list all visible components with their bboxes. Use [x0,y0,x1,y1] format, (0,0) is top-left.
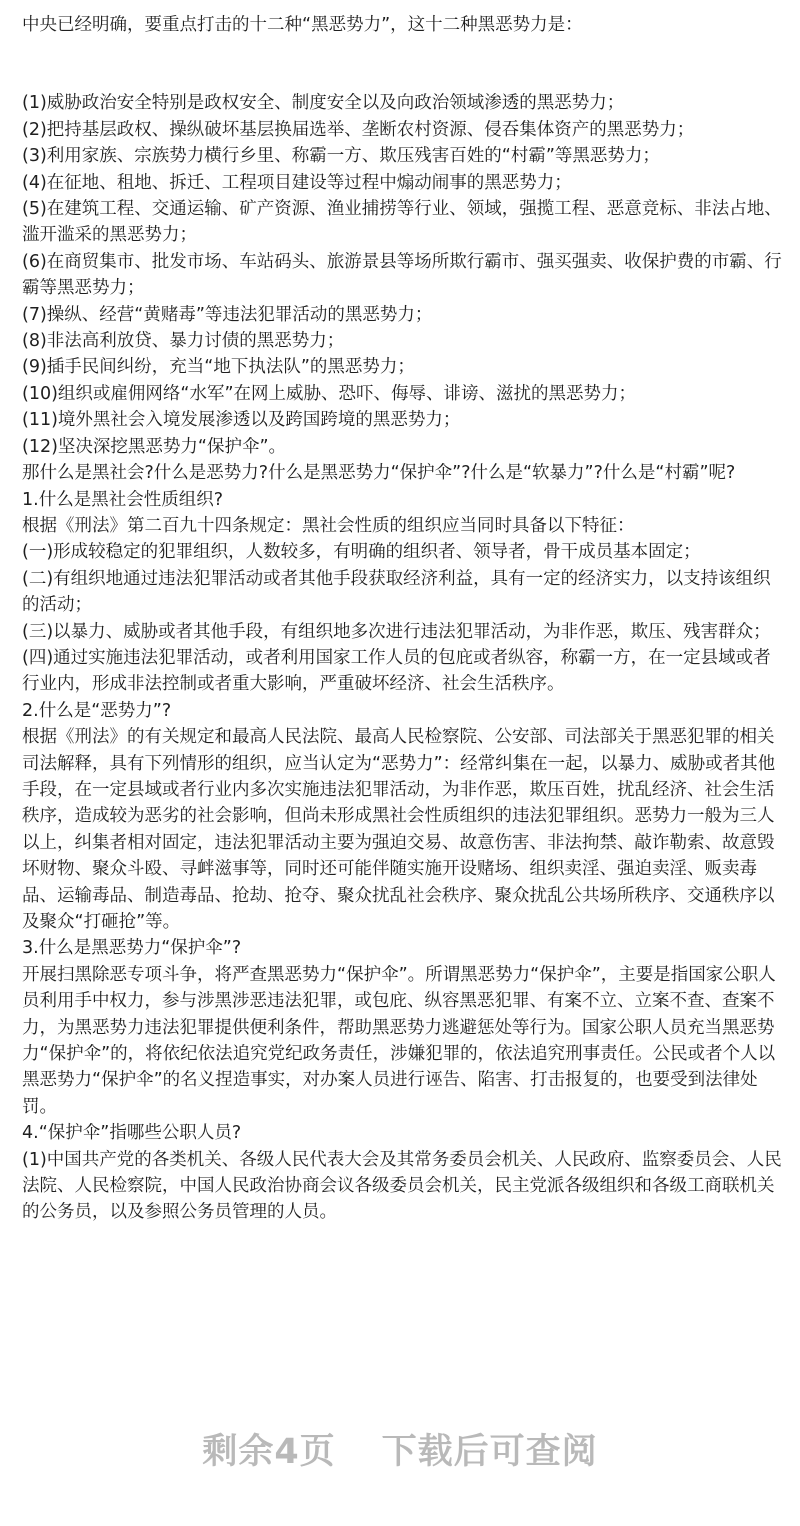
paragraph: 开展扫黑除恶专项斗争，将严查黑恶势力“保护伞”。所谓黑恶势力“保护伞”，主要是指国家公职人员利用手中权力，参与涉黑涉恶违法犯罪，或包庇、纵容黑恶犯罪、有案不立、立案不查、查案不力，为黑恶势力违法犯罪提供便利条件，帮助黑恶势力逃避惩处等行为。国家公职人员充当黑恶势力“保护伞”的，将依纪依法追究党纪政务责任，涉嫌犯罪的，依法追究刑事责任。公民或者个人以黑恶势力“保护伞”的名义捏造事实，对办案人员进行诬告、陷害、打击报复的，也要受到法律处罚。 [22,964,776,1117]
section-2 [22,698,782,936]
blank-gap [22,38,782,90]
paragraph: 根据《刑法》第二百九十四条规定：黑社会性质的组织应当同时具备以下特征： [22,515,635,536]
list-item: (11)境外黑社会入境发展渗透以及跨国跨境的黑恶势力； [22,410,461,431]
section-1 [22,487,782,698]
section-4 [22,1120,782,1226]
paragraph: (二)有组织地通过违法犯罪活动或者其他手段获取经济利益，具有一定的经济实力，以支持该组织的活动； [22,568,771,616]
download-prompt-text: 下载后可查阅 [381,1432,598,1472]
list-item: (1)威胁政治安全特别是政权安全、制度安全以及向政治领域渗透的黑恶势力； [22,93,625,114]
paragraph: (三)以暴力、威胁或者其他手段，有组织地多次进行违法犯罪活动，为非作恶，欺压、残害群众； [22,621,771,642]
list-item: (4)在征地、租地、拆迁、工程项目建设等过程中煽动闹事的黑恶势力； [22,172,572,193]
paragraph: 根据《刑法》的有关规定和最高人民法院、最高人民检察院、公安部、司法部关于黑恶犯罪的相关司法解释，具有下列情形的组织，应当认定为“恶势力”：经常纠集在一起，以暴力、威胁或者其他手段，在一定县域或者行业内多次实施违法犯罪活动，为非作恶，欺压百姓，扰乱经济、社会生活秩序，造成较为恶劣的社会影响，但尚未形成黑社会性质组织的违法犯罪组织。恶势力一般为三人以上，纠集者相对固定，违法犯罪活动主要为强迫交易、故意伤害、非法拘禁、敲诈勒索、故意毁坏财物、聚众斗殴、寻衅滋事等，同时还可能伴随实施开设赌场、组织卖淫、强迫卖淫、贩卖毒品、运输毒品、制造毒品、抢劫、抢夺、聚众扰乱社会秩序、聚众扰乱公共场所秩序、交通秩序以及聚众“打砸抢”等。 [22,727,776,932]
remaining-pages-text: 剩余4页 [202,1432,336,1472]
paragraph: (一)形成较稳定的犯罪组织，人数较多，有明确的组织者、领导者，骨干成员基本固定； [22,542,701,563]
section-heading: 4.“保护伞”指哪些公职人员? [22,1123,242,1144]
list-item: (5)在建筑工程、交通运输、矿产资源、渔业捕捞等行业、领域，强揽工程、恶意竞标、非法占地、滥开滥采的黑恶势力； [22,199,782,246]
forces-list [22,90,782,460]
section-heading: 2.什么是“恶势力”? [22,700,172,721]
list-item: (9)插手民间纠纷，充当“地下执法队”的黑恶势力； [22,357,415,378]
paragraph: (1)中国共产党的各类机关、各级人民代表大会及其常务委员会机关、人民政府、监察委员会、人民法院、人民检察院，中国人民政治协商会议各级委员会机关，民主党派各级组织和各级工商联机关的公务员，以及参照公务员管理的人员。 [22,1149,782,1223]
section-heading: 3.什么是黑恶势力“保护伞”? [22,938,242,959]
section-heading: 1.什么是黑社会性质组织? [22,489,223,510]
list-item: (12)坚决深挖黑恶势力“保护伞”。 [22,436,287,457]
intro-text: 中央已经明确，要重点打击的十二种“黑恶势力”，这十二种黑恶势力是： [22,15,583,35]
list-item: (10)组织或雇佣网络“水军”在网上威胁、恐吓、侮辱、诽谤、滋扰的黑恶势力； [22,383,637,404]
section-3 [22,935,782,1120]
list-item: (7)操纵、经营“黄赌毒”等违法犯罪活动的黑恶势力； [22,304,433,325]
list-item: (8)非法高利放贷、暴力讨债的黑恶势力； [22,331,345,352]
list-item: (3)利用家族、宗族势力横行乡里、称霸一方、欺压残害百姓的“村霸”等黑恶势力； [22,146,660,167]
paragraph: (四)通过实施违法犯罪活动，或者利用国家工作人员的包庇或者纵容，称霸一方，在一定县域或者行业内，形成非法控制或者重大影响，严重破坏经济、社会生活秩序。 [22,647,771,695]
download-banner[interactable] [0,1424,800,1474]
question-line: 那什么是黑社会?什么是恶势力?什么是黑恶势力“保护伞”?什么是“软暴力”?什么是“村霸”呢? [22,463,736,484]
top-cutoff-area [22,0,782,6]
document-body [22,0,782,1226]
list-item: (6)在商贸集市、批发市场、车站码头、旅游景县等场所欺行霸市、强买强卖、收保护费的市霸、行霸等黑恶势力； [22,251,782,299]
list-item: (2)把持基层政权、操纵破坏基层换届选举、垄断农村资源、侵吞集体资产的黑恶势力； [22,119,695,140]
